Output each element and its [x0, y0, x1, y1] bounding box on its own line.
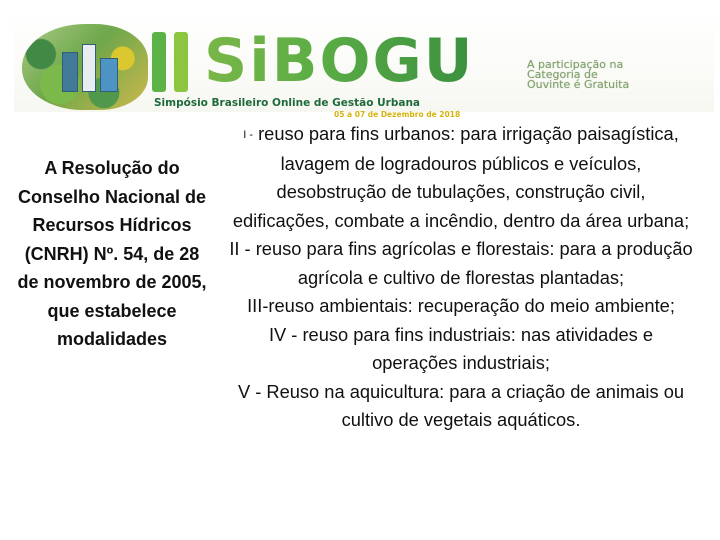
- modality-item: [226, 120, 696, 235]
- logo-wordmark: SiBOGU: [204, 26, 475, 96]
- modality-text: reuso para fins urbanos: para irrigação paisagística, lavagem de logradouros públicos e veículos, desobstrução de tubulações, construção civil, edificações, combate a incêndio, dentro da área urbana;: [232, 123, 690, 231]
- promo-line: Ouvinte é Gratuita: [527, 78, 630, 91]
- event-banner: [14, 10, 714, 119]
- promo-line: Categoria de: [527, 68, 598, 81]
- modality-item: III-reuso ambientais: recuperação do meio ambiente;: [247, 295, 675, 316]
- logo-bar: [174, 32, 188, 92]
- resolution-summary: A Resolução do Conselho Nacional de Recursos Hídricos (CNRH) Nº. 54, de 28 de novembro de 2005, que estabelece modalidades: [17, 158, 207, 349]
- event-subtitle: Simpósio Brasileiro Online de Gestão Urbana: [154, 97, 421, 109]
- promo-text: [527, 60, 717, 90]
- modality-item: IV - reuso para fins industriais: nas atividades e operações industriais;: [268, 323, 654, 373]
- modality-prefix: I -: [243, 129, 253, 141]
- modality-item: II - reuso para fins agrícolas e florestais: para a produção agrícola e cultivo de florestas plantadas;: [229, 238, 693, 288]
- event-date: 05 a 07 de Dezembro de 2018: [334, 110, 461, 119]
- logo-roman-numeral: [152, 32, 188, 94]
- building-shape: [100, 58, 118, 92]
- building-shape: [82, 44, 96, 92]
- city-illustration: [22, 24, 148, 110]
- promo-line: A participação na: [527, 58, 624, 71]
- building-shape: [62, 52, 78, 92]
- modality-item: V - Reuso na aquicultura: para a criação de animais ou cultivo de vegetais aquáticos.: [237, 380, 685, 430]
- logo-bar: [152, 32, 166, 92]
- reuse-modalities-list: [226, 120, 696, 435]
